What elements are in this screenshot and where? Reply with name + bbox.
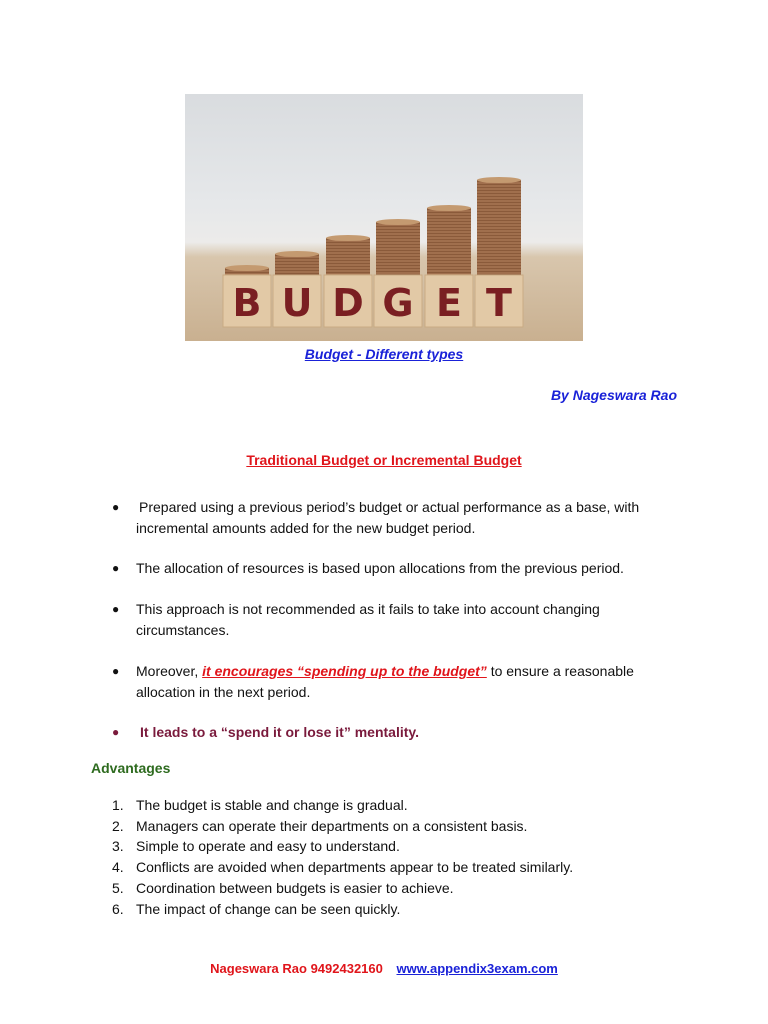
advantages-heading: Advantages	[91, 760, 171, 776]
list-text: The impact of change can be seen quickly.	[136, 900, 401, 917]
bullet-item	[112, 599, 676, 640]
list-number: 6.	[112, 900, 124, 917]
list-text: Coordination between budgets is easier to achieve.	[136, 879, 454, 896]
coin-top	[326, 235, 370, 241]
list-text: Simple to operate and easy to understand.	[136, 838, 400, 855]
bullet-icon: ●	[112, 725, 120, 739]
section-title: Traditional Budget or Incremental Budget	[246, 452, 522, 468]
block-letter: G	[382, 281, 414, 325]
bullet-icon: ●	[112, 500, 120, 514]
block-letter: B	[232, 281, 262, 325]
list-number: 1.	[112, 797, 124, 813]
footer-contact: Nageswara Rao 9492432160	[210, 961, 383, 976]
bullet-icon: ●	[112, 602, 120, 616]
highlighted-phrase: it encourages “spending up to the budget”	[202, 663, 487, 679]
bullet-text: to ensure a reasonable allocation in the next period.	[136, 663, 634, 700]
coin-top	[427, 205, 471, 211]
image-caption[interactable]: Budget - Different types	[304, 346, 464, 362]
bullet-item	[112, 722, 676, 743]
bullet-text: It leads to a “spend it or lose it” mentality.	[140, 724, 420, 740]
list-item	[112, 857, 672, 878]
coin-top	[477, 177, 521, 183]
coin-top	[376, 219, 420, 225]
bullet-text: Moreover,	[136, 663, 199, 679]
bullet-item	[112, 497, 676, 538]
bullet-text: Prepared using a previous period’s budget or actual performance as a base, with incremental amounts added for the new budget period.	[136, 499, 640, 536]
list-text: The budget is stable and change is gradual.	[136, 797, 408, 813]
list-item	[112, 878, 672, 899]
bullet-text: The allocation of resources is based upon allocations from the previous period.	[136, 560, 624, 576]
bullet-item	[112, 558, 676, 579]
coin-top	[225, 265, 269, 271]
list-item	[112, 899, 672, 920]
budget-blocks-illustration	[185, 94, 583, 341]
list-item	[112, 795, 672, 816]
bullet-icon: ●	[112, 561, 120, 575]
block-letter: T	[486, 281, 512, 325]
block-letter: U	[281, 281, 313, 325]
list-number: 2.	[112, 817, 124, 834]
list-number: 5.	[112, 879, 124, 896]
list-number: 4.	[112, 859, 124, 876]
list-text: Managers can operate their departments on a consistent basis.	[136, 817, 528, 834]
bullet-text: This approach is not recommended as it fails to take into account changing circumstances.	[136, 601, 600, 638]
list-item	[112, 836, 672, 857]
coin-top	[275, 251, 319, 257]
footer-website-link[interactable]: www.appendix3exam.com	[396, 961, 558, 976]
footer	[0, 961, 768, 976]
list-number: 3.	[112, 838, 124, 855]
bullet-item	[112, 661, 676, 702]
budget-hero-image	[185, 94, 583, 341]
bullet-icon: ●	[112, 664, 120, 678]
block-letter: E	[436, 281, 462, 325]
list-item	[112, 816, 672, 837]
list-text: Conflicts are avoided when departments appear to be treated similarly.	[136, 859, 574, 876]
advantages-list	[112, 795, 672, 919]
block-letter: D	[332, 281, 364, 325]
author-byline: By Nageswara Rao	[550, 387, 677, 403]
